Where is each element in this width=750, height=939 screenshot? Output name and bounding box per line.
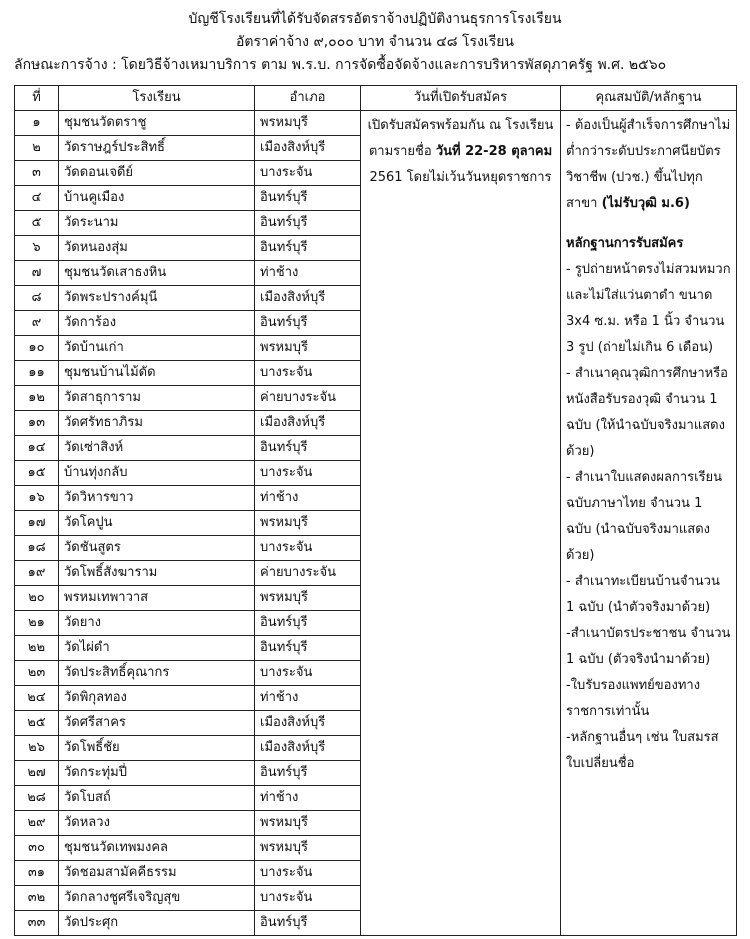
district-name: ท่าช้าง xyxy=(255,261,361,286)
row-number: ๒๖ xyxy=(15,736,59,761)
school-name: วัดกลางชูศรีเจริญสุข xyxy=(59,886,255,911)
school-name: วัดพิกุลทอง xyxy=(59,686,255,711)
row-number: ๓ xyxy=(15,161,59,186)
row-number: ๒๓ xyxy=(15,661,59,686)
school-name: วัดยาง xyxy=(59,611,255,636)
school-name: วัดไผ่ดำ xyxy=(59,636,255,661)
table-row xyxy=(15,111,737,136)
row-number: ๒๕ xyxy=(15,711,59,736)
district-name: พรหมบุรี xyxy=(255,511,361,536)
evidence-item: - รูปถ่ายหน้าตรงไม่สวมหมวกและไม่ใส่แว่นตาดำ ขนาด 3x4 ซ.ม. หรือ 1 นิ้ว จำนวน 3 รูป (ถ่ายไม่เกิน 6 เดือน) xyxy=(566,262,731,355)
row-number: ๑๔ xyxy=(15,436,59,461)
school-name: วัดเซ่าสิงห์ xyxy=(59,436,255,461)
row-number: ๑๐ xyxy=(15,336,59,361)
row-number: ๔ xyxy=(15,186,59,211)
district-name: อินทร์บุรี xyxy=(255,611,361,636)
row-number: ๑๙ xyxy=(15,561,59,586)
row-number: ๒๙ xyxy=(15,811,59,836)
school-table xyxy=(14,85,737,936)
evidence-item: -สำเนาบัตรประชาชน จำนวน 1 ฉบับ (ตัวจริงนำมาด้วย) xyxy=(566,626,731,667)
school-name: ชุมชนบ้านไม้ดัด xyxy=(59,361,255,386)
district-name: บางระจัน xyxy=(255,886,361,911)
row-number: ๘ xyxy=(15,286,59,311)
row-number: ๗ xyxy=(15,261,59,286)
school-name: วัดโพธิ์สังฆาราม xyxy=(59,561,255,586)
school-name: วัดโคปูน xyxy=(59,511,255,536)
district-name: อินทร์บุรี xyxy=(255,211,361,236)
district-name: อินทร์บุรี xyxy=(255,761,361,786)
document-header xyxy=(0,0,750,77)
wage-rate-line: อัตราค่าจ้าง ๙,๐๐๐ บาท จำนวน ๔๘ โรงเรียน xyxy=(236,34,514,50)
district-name: เมืองสิงห์บุรี xyxy=(255,411,361,436)
school-name: วัดชอมสามัคคีธรรม xyxy=(59,861,255,886)
row-number: ๑๘ xyxy=(15,536,59,561)
col-header-qualifications: คุณสมบัติ/หลักฐาน xyxy=(561,86,737,111)
district-name: อินทร์บุรี xyxy=(255,911,361,936)
row-number: ๒๑ xyxy=(15,611,59,636)
school-name: วัดหลวง xyxy=(59,811,255,836)
district-name: อินทร์บุรี xyxy=(255,636,361,661)
district-name: อินทร์บุรี xyxy=(255,186,361,211)
district-name: ค่ายบางระจัน xyxy=(255,561,361,586)
school-name: วัดศรีสาคร xyxy=(59,711,255,736)
school-name: วัดสาธุการาม xyxy=(59,386,255,411)
evidence-title: หลักฐานการรับสมัคร xyxy=(566,236,684,251)
district-name: อินทร์บุรี xyxy=(255,236,361,261)
evidence-item: - สำเนาทะเบียนบ้านจำนวน 1 ฉบับ (นำตัวจริงมาด้วย) xyxy=(566,574,720,615)
col-header-district: อำเภอ xyxy=(255,86,361,111)
open-date-cell xyxy=(361,111,561,936)
row-number: ๒๐ xyxy=(15,586,59,611)
school-name: วัดกระทุ่มปี่ xyxy=(59,761,255,786)
district-name: บางระจัน xyxy=(255,361,361,386)
qualifications-cell xyxy=(561,111,737,936)
document-title: บัญชีโรงเรียนที่ได้รับจัดสรรอัตราจ้างปฏิบัติงานธุรการโรงเรียน xyxy=(188,11,562,27)
row-number: ๑๓ xyxy=(15,411,59,436)
district-name: ค่ายบางระจัน xyxy=(255,386,361,411)
school-name: ชุมชนวัดตราชู xyxy=(59,111,255,136)
school-name: ชุมชนวัดเสาธงหิน xyxy=(59,261,255,286)
district-name: เมืองสิงห์บุรี xyxy=(255,736,361,761)
school-name: วัดดอนเจดีย์ xyxy=(59,161,255,186)
district-name: อินทร์บุรี xyxy=(255,436,361,461)
row-number: ๒๘ xyxy=(15,786,59,811)
school-name: บ้านทุ่งกลับ xyxy=(59,461,255,486)
school-name: บ้านคูเมือง xyxy=(59,186,255,211)
evidence-item: -ใบรับรองแพทย์ของทางราชการเท่านั้น xyxy=(566,678,701,719)
row-number: ๓๒ xyxy=(15,886,59,911)
district-name: ท่าช้าง xyxy=(255,786,361,811)
evidence-item: - สำเนาใบแสดงผลการเรียนฉบับภาษาไทย จำนวน 1 ฉบับ (นำฉบับจริงมาแสดงด้วย) xyxy=(566,470,723,563)
row-number: ๑๖ xyxy=(15,486,59,511)
school-name: วัดศรัทธาภิรม xyxy=(59,411,255,436)
district-name: พรหมบุรี xyxy=(255,111,361,136)
row-number: ๒๒ xyxy=(15,636,59,661)
row-number: ๑๑ xyxy=(15,361,59,386)
school-name: วัดพระปรางค์มุนี xyxy=(59,286,255,311)
district-name: ท่าช้าง xyxy=(255,486,361,511)
row-number: ๙ xyxy=(15,311,59,336)
evidence-item: - สำเนาคุณวุฒิการศึกษาหรือหนังสือรับรองวุฒิ จำนวน 1 ฉบับ (ให้นำฉบับจริงมาแสดงด้วย) xyxy=(566,366,728,459)
school-name: วัดโบสถ์ xyxy=(59,786,255,811)
open-date-range: วันที่ 22-28 ตุลาคม xyxy=(435,144,553,159)
row-number: ๓๐ xyxy=(15,836,59,861)
district-name: บางระจัน xyxy=(255,661,361,686)
district-name: บางระจัน xyxy=(255,161,361,186)
school-name: วัดประศุก xyxy=(59,911,255,936)
school-name: วัดราษฎร์ประสิทธิ์ xyxy=(59,136,255,161)
row-number: ๒๗ xyxy=(15,761,59,786)
table-body xyxy=(15,111,737,936)
row-number: ๓๑ xyxy=(15,861,59,886)
school-name: วัดชันสูตร xyxy=(59,536,255,561)
district-name: เมืองสิงห์บุรี xyxy=(255,286,361,311)
row-number: ๒ xyxy=(15,136,59,161)
row-number: ๑๗ xyxy=(15,511,59,536)
district-name: พรหมบุรี xyxy=(255,586,361,611)
district-name: เมืองสิงห์บุรี xyxy=(255,136,361,161)
row-number: ๑๕ xyxy=(15,461,59,486)
evidence-item: -หลักฐานอื่นๆ เช่น ใบสมรส ใบเปลี่ยนชื่อ xyxy=(566,730,719,771)
row-number: ๓๓ xyxy=(15,911,59,936)
school-name: วัดระนาม xyxy=(59,211,255,236)
col-header-school: โรงเรียน xyxy=(59,86,255,111)
open-date-note: 2561 โดยไม่เว้นวันหยุดราชการ xyxy=(369,170,552,185)
row-number: ๑ xyxy=(15,111,59,136)
col-header-open-date: วันที่เปิดรับสมัคร xyxy=(361,86,561,111)
row-number: ๑๒ xyxy=(15,386,59,411)
school-name: พรหมเทพาวาส xyxy=(59,586,255,611)
school-name: ชุมชนวัดเทพมงคล xyxy=(59,836,255,861)
school-name: วัดวิหารขาว xyxy=(59,486,255,511)
district-name: พรหมบุรี xyxy=(255,836,361,861)
school-name: วัดประสิทธิ์คุณากร xyxy=(59,661,255,686)
col-header-no: ที่ xyxy=(15,86,59,111)
district-name: พรหมบุรี xyxy=(255,811,361,836)
school-name: วัดหนองสุ่ม xyxy=(59,236,255,261)
district-name: ท่าช้าง xyxy=(255,686,361,711)
district-name: พรหมบุรี xyxy=(255,336,361,361)
table-header-row xyxy=(15,86,737,111)
district-name: บางระจัน xyxy=(255,461,361,486)
hiring-method-line: ลักษณะการจ้าง : โดยวิธีจ้างเหมาบริการ ตาม พ.ร.บ. การจัดซื้อจัดจ้างและการบริหารพัสดุภาครัฐ พ.ศ. ๒๕๖๐ xyxy=(14,57,667,73)
row-number: ๒๔ xyxy=(15,686,59,711)
school-name: วัดการ้อง xyxy=(59,311,255,336)
row-number: ๕ xyxy=(15,211,59,236)
open-date-text: เปิดรับสมัครพร้อมกัน ณ โรงเรียน ตามรายชื่อ xyxy=(367,118,554,159)
district-name: บางระจัน xyxy=(255,536,361,561)
qualification-line: - ต้องเป็นผู้สำเร็จการศึกษาไม่ต่ำกว่าระดับประกาศนียบัตรวิชาชีพ (ปวช.) ขึ้นไปทุกสาขา xyxy=(566,118,731,211)
qualification-text xyxy=(566,113,731,217)
qualification-exclusion: (ไม่รับวุฒิ ม.6) xyxy=(601,196,690,211)
school-name: วัดบ้านเก่า xyxy=(59,336,255,361)
school-name: วัดโพธิ์ชัย xyxy=(59,736,255,761)
district-name: อินทร์บุรี xyxy=(255,311,361,336)
row-number: ๖ xyxy=(15,236,59,261)
district-name: เมืองสิงห์บุรี xyxy=(255,711,361,736)
district-name: บางระจัน xyxy=(255,861,361,886)
